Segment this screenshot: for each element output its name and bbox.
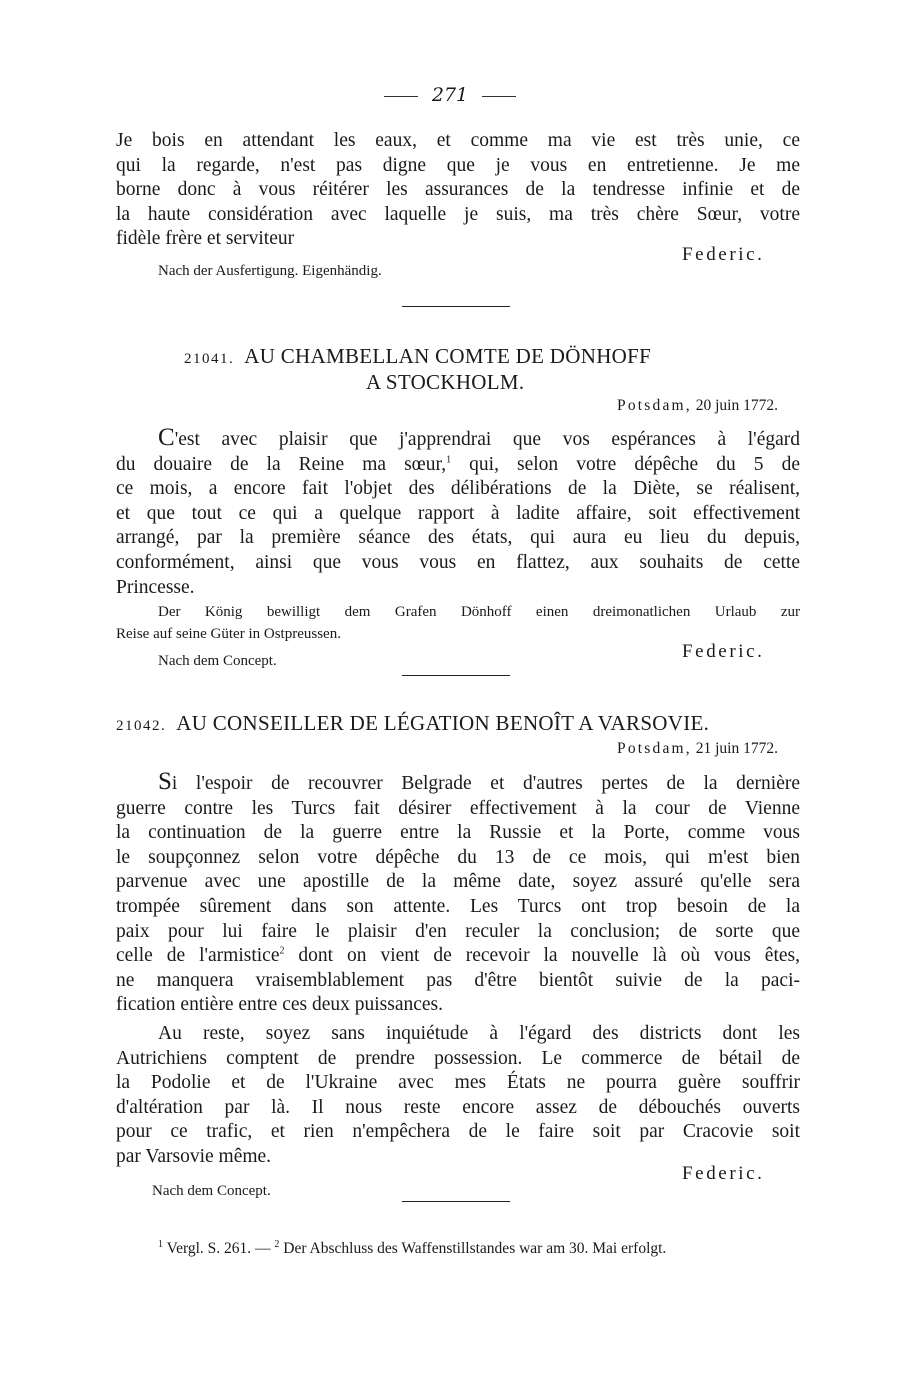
date-value: 20 juin 1772. xyxy=(695,397,778,414)
text-line: la haute considération avec laquelle je suis, ma très chère Sœur, votre xyxy=(116,203,800,225)
text-line: celle de l'armistice$^2$ dont on vient de recevoir la nouvelle là où vous êtes, xyxy=(116,945,801,967)
footnotes xyxy=(158,1240,808,1258)
letter-heading xyxy=(184,344,651,369)
text-line: Au reste, soyez sans inquiétude à l'égard des districts dont les xyxy=(158,1023,800,1044)
text-line: la Podolie et de l'Ukraine avec mes États ne pourra guère souffrir xyxy=(116,1072,800,1094)
text-line: conformément, ainsi que vous vous en flattez, aux souhaits de cette xyxy=(116,551,800,573)
text-line: borne donc à vous réitérer les assurances de la tendresse infinie et de xyxy=(116,179,800,201)
source-note: Nach der Ausfertigung. Eigenhändig. xyxy=(158,263,382,279)
text-line: fication entière entre ces deux puissances. xyxy=(116,994,444,1016)
signature: Federic. xyxy=(682,641,765,662)
text-line: ne manquera vraisemblablement pas d'être bientôt suivie de la paci- xyxy=(116,969,800,991)
date-value: 21 juin 1772. xyxy=(695,740,778,757)
footnote-mark: 2 xyxy=(279,945,285,957)
dateline xyxy=(500,740,778,758)
text-line: pour ce trafic, et rien n'empêchera de le faire soit par Cracovie soit xyxy=(116,1121,800,1143)
postscript-note: Der König bewilligt dem Grafen Dönhoff einen dreimonatlichen Urlaub zur Reise auf seine Güter in Ostpreussen. xyxy=(116,604,800,642)
footnote-mark: 2 xyxy=(274,1238,280,1250)
text-line: la continuation de la guerre entre la Russie et la Porte, comme vous xyxy=(116,822,800,844)
text-line: et que tout ce qui a quelque rapport à ladite affaire, soit effectivement xyxy=(116,502,800,524)
section-divider xyxy=(402,675,510,676)
heading-line-2: A STOCKHOLM. xyxy=(366,370,525,394)
date-place: Potsdam, xyxy=(617,740,692,757)
text-line: ce mois, a encore fait l'objet des délibérations de la Diète, se réalisent, xyxy=(116,478,800,500)
text-line: fidèle frère et serviteur xyxy=(116,228,295,250)
text-line: qui la regarde, n'est pas digne que je vous en entretienne. Je me xyxy=(116,154,800,176)
letter-number: 21042. xyxy=(116,718,167,734)
footnote-2: Der Abschluss des Waffenstillstandes war am 30. Mai erfolgt. xyxy=(283,1240,667,1257)
footnote-mark: 1 xyxy=(446,454,452,466)
text-line: Princesse. xyxy=(116,576,195,598)
text-line: par Varsovie même. xyxy=(116,1145,272,1167)
letter-21042-para-1 xyxy=(116,770,800,1018)
text-line: C'est avec plaisir que j'apprendrai que vos espérances à l'égard xyxy=(158,424,800,451)
source-note: Nach dem Concept. xyxy=(158,653,277,669)
section-divider xyxy=(402,1201,510,1202)
letter-number: 21041. xyxy=(184,351,235,367)
text-line: Autrichiens comptent de prendre possession. Le commerce de bétail de xyxy=(116,1047,800,1069)
letter-prev-body xyxy=(116,129,800,252)
letter-21041-body xyxy=(116,426,800,600)
dateline xyxy=(500,397,778,415)
text-line: du douaire de la Reine ma sœur,$^1$ qui, selon votre dépêche du 5 de xyxy=(116,453,801,475)
text-line: guerre contre les Turcs fait désirer effectivement à la cour de Vienne xyxy=(116,797,800,819)
text-line: Je bois en attendant les eaux, et comme ma vie est très unie, ce xyxy=(116,130,800,151)
folio-dash-right xyxy=(482,96,516,97)
footnote-1: Vergl. S. 261. — xyxy=(166,1240,271,1257)
text-line: Si l'espoir de recouvrer Belgrade et d'autres pertes de la dernière xyxy=(158,768,800,795)
date-place: Potsdam, xyxy=(617,397,692,414)
signature: Federic. xyxy=(682,244,765,265)
heading-line-1: AU CHAMBELLAN COMTE DE DÖNHOFF xyxy=(244,344,652,368)
page-number: 271 xyxy=(0,84,900,106)
text-line: arrangé, par la première séance des états, qui aura eu lieu du depuis, xyxy=(116,527,800,549)
section-divider xyxy=(402,306,510,307)
text-line: trompée sûrement dans son attente. Les Turcs ont trop besoin de la xyxy=(116,895,800,917)
text-line: paix pour lui faire le plaisir d'en reculer la conclusion; de sorte que xyxy=(116,920,800,942)
text-line: parvenue avec une apostille de la même date, soyez assuré qu'elle sera xyxy=(116,871,800,893)
letter-21042-para-2 xyxy=(116,1022,800,1170)
heading-text: AU CONSEILLER DE LÉGATION BENOÎT A VARSOVIE. xyxy=(176,711,710,735)
text-line: d'altération par là. Il nous reste encore assez de débouchés ouverts xyxy=(116,1096,800,1118)
folio-dash-left xyxy=(384,96,418,97)
text-line: le soupçonnez selon votre dépêche du 13 de ce mois, qui m'est bien xyxy=(116,846,800,868)
footnote-mark: 1 xyxy=(158,1238,163,1250)
signature: Federic. xyxy=(682,1163,765,1184)
letter-heading xyxy=(116,711,709,736)
source-note: Nach dem Concept. xyxy=(152,1183,271,1199)
